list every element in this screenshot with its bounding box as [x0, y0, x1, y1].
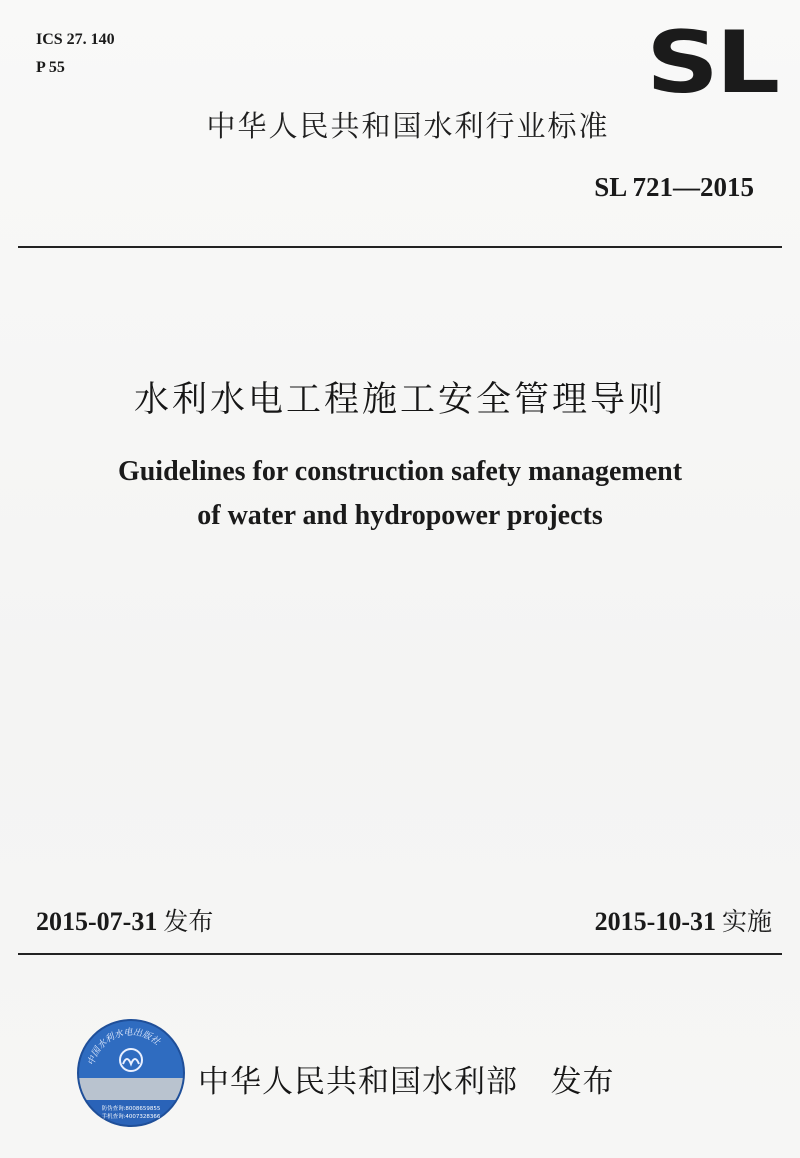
issue-date: 2015-07-31: [36, 907, 158, 936]
title-chinese: 水利水电工程施工安全管理导则: [133, 380, 666, 420]
classification-codes: [36, 26, 115, 82]
sl-logo: SL: [646, 13, 777, 113]
top-divider: [18, 246, 782, 248]
p-code: P 55: [36, 59, 65, 76]
anti-counterfeit-seal-icon: [76, 1018, 186, 1128]
standard-category: [0, 104, 800, 145]
effective-date: 2015-10-31: [594, 907, 716, 936]
seal-query-line2: 手机查询:4007328366: [101, 1114, 161, 1120]
issue-label: 发布: [163, 907, 214, 936]
issue-date-block: [36, 902, 213, 938]
effective-date-block: [595, 902, 772, 938]
standard-number: SL 721—2015: [594, 172, 754, 202]
publisher-line: [198, 1056, 615, 1101]
publisher-name: 中华人民共和国水利部: [198, 1064, 518, 1100]
title-english-line1: Guidelines for construction safety management: [117, 456, 683, 487]
seal-ring-text: 中国水利水电出版社: [86, 1027, 162, 1067]
ics-code: ICS 27. 140: [36, 31, 115, 48]
standard-category-text: 中华人民共和国水利行业标准: [206, 109, 610, 143]
seal-query-line1: 防伪查询:8008659855: [101, 1106, 161, 1112]
title-english: [0, 450, 800, 538]
effective-label: 实施: [721, 907, 772, 936]
publisher-action: 发布: [550, 1064, 615, 1100]
title-english-line2: of water and hydropower projects: [197, 500, 603, 531]
bottom-divider: [18, 953, 782, 955]
